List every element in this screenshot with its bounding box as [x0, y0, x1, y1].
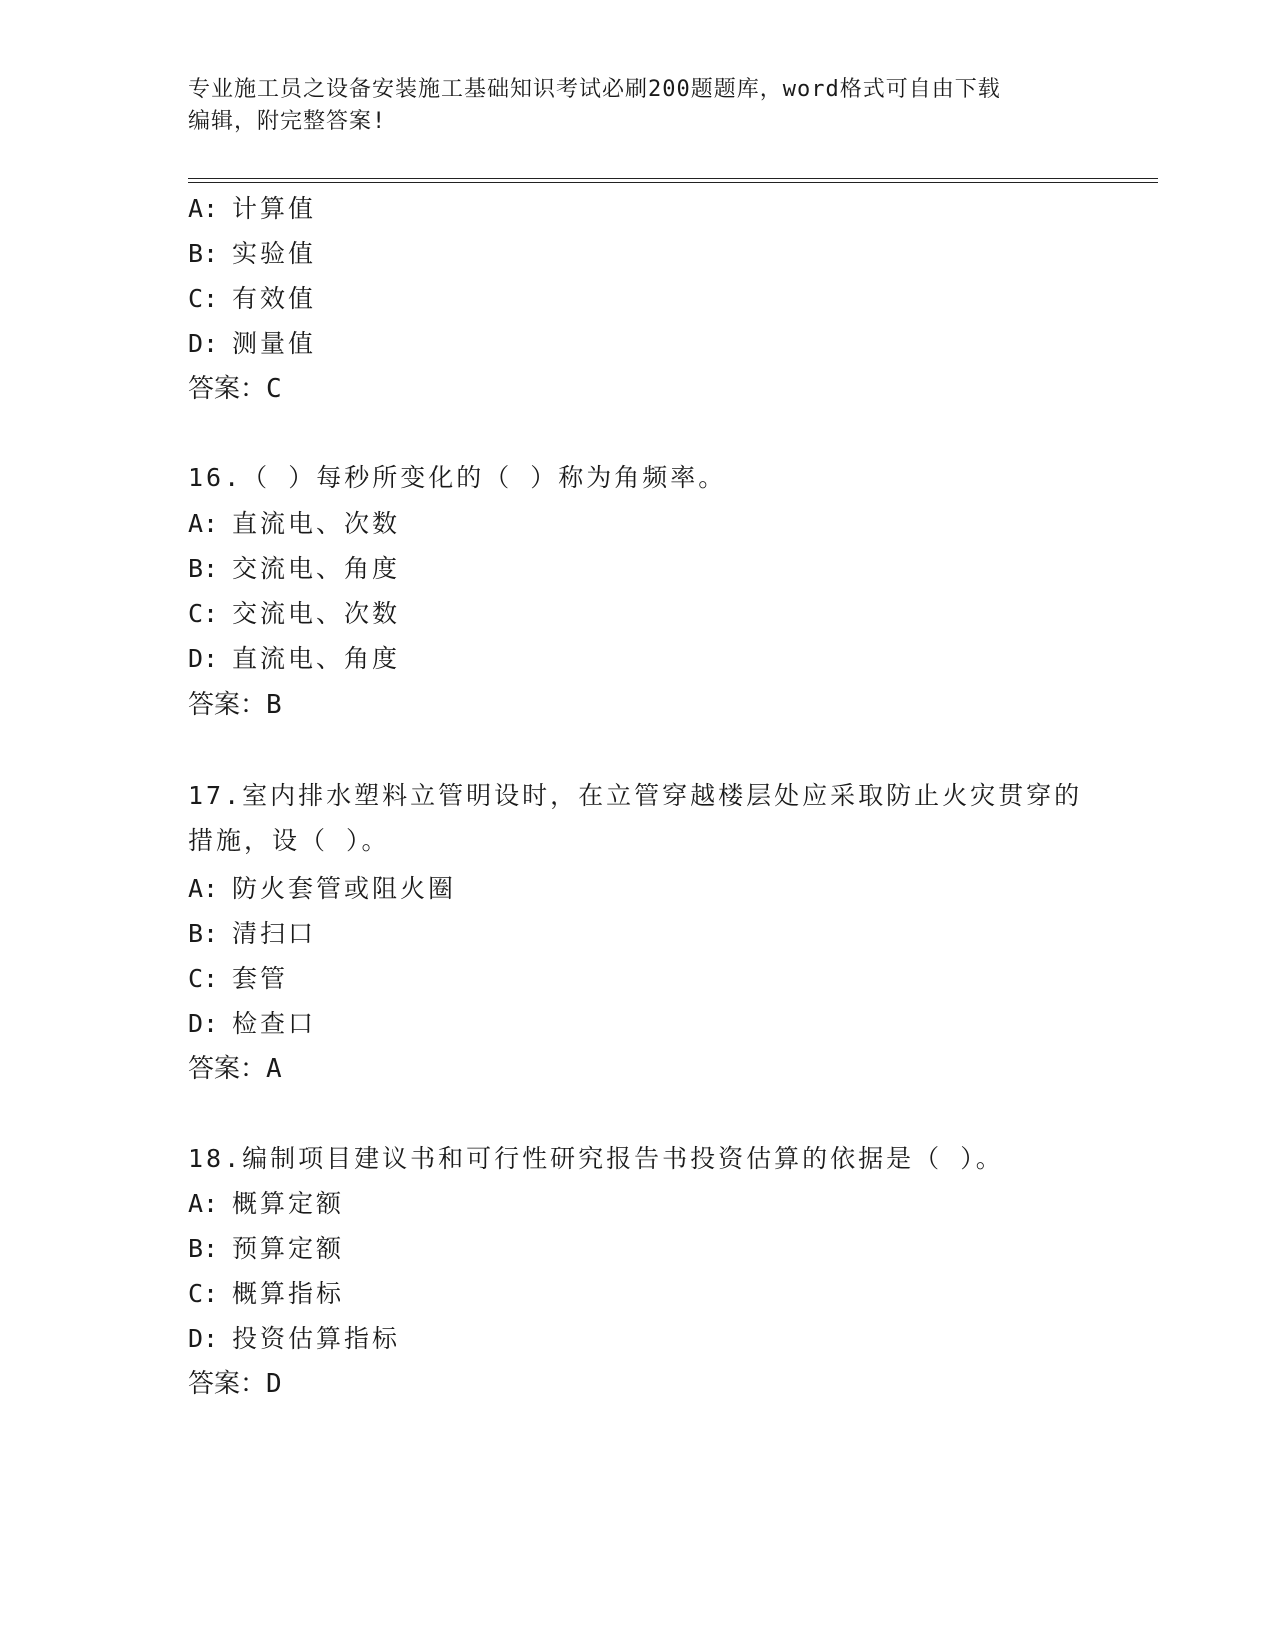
q16-option-a	[188, 508, 400, 540]
option-label: B:	[188, 554, 219, 583]
q18-option-c	[188, 1278, 344, 1310]
q18-stem: 18.编制项目建议书和可行性研究报告书投资估算的依据是（ ）。	[188, 1144, 1004, 1173]
q15-option-a	[188, 193, 316, 225]
q15-option-d	[188, 328, 316, 360]
option-text: 直流电、次数	[232, 509, 401, 538]
q18-option-d	[188, 1323, 400, 1355]
q15-option-b	[188, 238, 316, 270]
header-line-2: 编辑，附完整答案!	[188, 109, 387, 134]
option-text: 清扫口	[232, 919, 317, 948]
q15-answer	[188, 373, 282, 405]
option-text: 投资估算指标	[232, 1324, 401, 1353]
answer-prefix: 答案：	[188, 1369, 267, 1399]
option-text: 预算定额	[232, 1234, 345, 1263]
q15-option-c	[188, 283, 316, 315]
option-label: D:	[188, 644, 219, 673]
option-label: B:	[188, 919, 219, 948]
q16-answer	[188, 689, 282, 721]
option-label: A:	[188, 1189, 219, 1218]
option-label: C:	[188, 1279, 219, 1308]
answer-letter: D	[266, 1369, 282, 1399]
q17-option-b	[188, 918, 316, 950]
q17-option-d	[188, 1008, 316, 1040]
option-text: 有效值	[232, 284, 317, 313]
q18-answer	[188, 1368, 282, 1400]
option-text: 实验值	[232, 239, 317, 268]
q16-option-c	[188, 598, 400, 630]
header-line-1: 专业施工员之设备安装施工基础知识考试必刷200题题库，word格式可自由下载	[188, 77, 1001, 102]
answer-letter: B	[266, 690, 282, 720]
option-label: C:	[188, 284, 219, 313]
option-label: A:	[188, 509, 219, 538]
option-text: 检查口	[232, 1009, 317, 1038]
option-label: C:	[188, 964, 219, 993]
option-label: B:	[188, 239, 219, 268]
q17-option-a	[188, 873, 456, 905]
q17-answer	[188, 1053, 282, 1085]
option-label: D:	[188, 1009, 219, 1038]
answer-letter: A	[266, 1054, 282, 1084]
q16-option-b	[188, 553, 400, 585]
option-text: 交流电、次数	[232, 599, 401, 628]
q17-stem: 17.室内排水塑料立管明设时，在立管穿越楼层处应采取防止火灾贯穿的措施，设（ ）。	[188, 781, 1083, 855]
option-text: 套管	[232, 964, 289, 993]
answer-letter: C	[266, 374, 282, 404]
header-divider-top	[188, 178, 1158, 179]
q18-option-b	[188, 1233, 344, 1265]
option-text: 概算指标	[232, 1279, 345, 1308]
option-label: A:	[188, 874, 219, 903]
option-label: B:	[188, 1234, 219, 1263]
answer-prefix: 答案：	[188, 690, 267, 720]
option-text: 概算定额	[232, 1189, 345, 1218]
option-text: 测量值	[232, 329, 317, 358]
answer-prefix: 答案：	[188, 1054, 267, 1084]
option-text: 直流电、角度	[232, 644, 401, 673]
document-header	[188, 74, 1088, 138]
option-text: 计算值	[232, 194, 317, 223]
option-label: D:	[188, 1324, 219, 1353]
q16-option-d	[188, 643, 400, 675]
option-label: C:	[188, 599, 219, 628]
option-label: D:	[188, 329, 219, 358]
option-label: A:	[188, 194, 219, 223]
answer-prefix: 答案：	[188, 374, 267, 404]
q16-stem: 16.（ ）每秒所变化的（ ）称为角频率。	[188, 463, 727, 492]
q18-option-a	[188, 1188, 344, 1220]
header-divider-bottom	[188, 182, 1158, 183]
q17-option-c	[188, 963, 288, 995]
option-text: 交流电、角度	[232, 554, 401, 583]
option-text: 防火套管或阻火圈	[232, 874, 457, 903]
